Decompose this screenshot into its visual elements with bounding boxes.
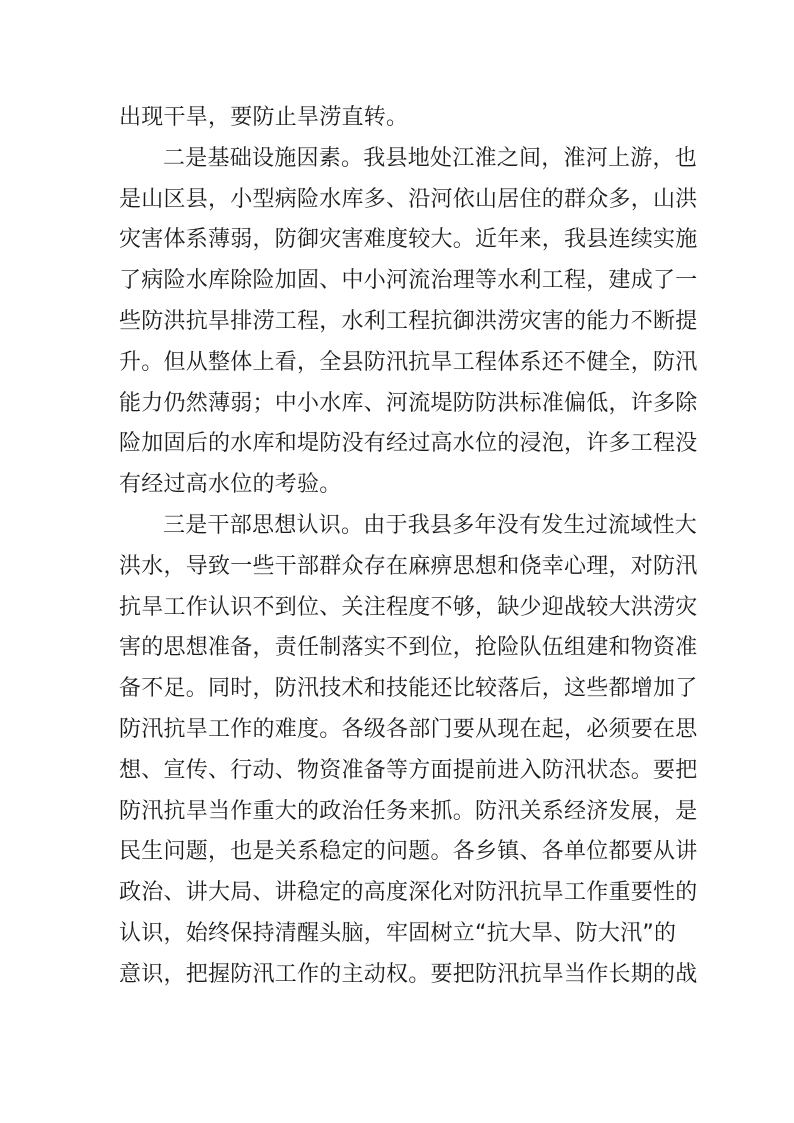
paragraph-first-line: 二是基础设施因素。我县地处江淮之间，淮河上游，也 — [163, 145, 698, 171]
document-body — [119, 98, 698, 996]
text-line: 想、宣传、行动、物资准备等方面提前进入防汛状态。要把 — [119, 757, 698, 783]
text-line: 害的思想准备，责任制落实不到位，抢险队伍组建和物资准 — [119, 635, 698, 661]
text-line: 能力仍然薄弱；中小水库、河流堤防防洪标准偏低，许多除 — [119, 390, 698, 416]
text-line: 认识，始终保持清醒头脑，牢固树立“抗大旱、防大汛”的 — [119, 920, 677, 946]
text-line: 政治、讲大局、讲稳定的高度深化对防汛抗旱工作重要性的 — [119, 880, 698, 906]
text-line: 防汛抗旱工作的难度。各级各部门要从现在起，必须要在思 — [119, 716, 698, 742]
text-line: 灾害体系薄弱，防御灾害难度较大。近年来，我县连续实施 — [119, 227, 698, 253]
text-line: 防汛抗旱当作重大的政治任务来抓。防汛关系经济发展，是 — [119, 798, 698, 824]
text-line: 了病险水库除险加固、中小河流治理等水利工程，建成了一 — [119, 268, 698, 294]
text-line: 些防洪抗旱排涝工程，水利工程抗御洪涝灾害的能力不断提 — [119, 308, 698, 334]
text-line: 民生问题，也是关系稳定的问题。各乡镇、各单位都要从讲 — [119, 839, 698, 865]
text-line: 出现干旱，要防止旱涝直转。 — [119, 105, 409, 130]
paragraph-first-line: 三是干部思想认识。由于我县多年没有发生过流域性大 — [163, 512, 698, 538]
text-line: 险加固后的水库和堤防没有经过高水位的浸泡，许多工程没 — [119, 431, 698, 457]
text-line: 有经过高水位的考验。 — [119, 472, 342, 498]
text-line: 意识，把握防汛工作的主动权。要把防汛抗旱当作长期的战 — [119, 961, 698, 987]
text-line: 洪水，导致一些干部群众存在麻痹思想和侥幸心理，对防汛 — [119, 553, 698, 579]
text-line: 备不足。同时，防汛技术和技能还比较落后，这些都增加了 — [119, 676, 698, 702]
text-line: 升。但从整体上看，全县防汛抗旱工程体系还不健全，防汛 — [119, 349, 698, 375]
text-line: 是山区县，小型病险水库多、沿河依山居住的群众多，山洪 — [119, 186, 698, 212]
text-line: 抗旱工作认识不到位、关注程度不够，缺少迎战较大洪涝灾 — [119, 594, 698, 620]
